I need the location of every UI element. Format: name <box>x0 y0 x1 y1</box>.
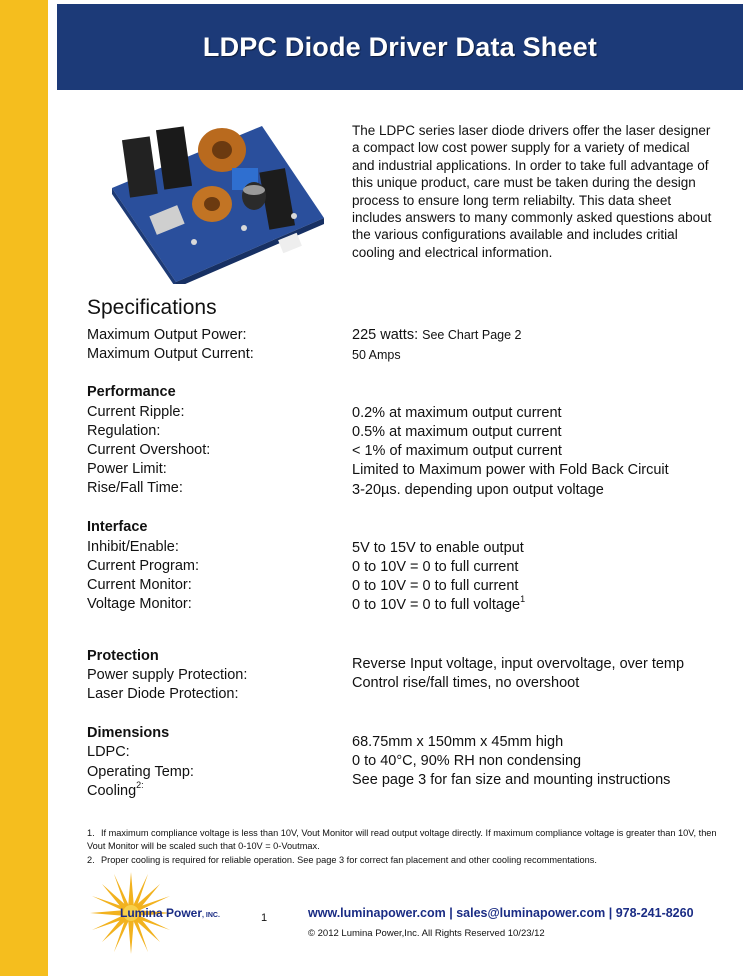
title-banner <box>57 4 743 90</box>
dimensions-value: 0 to 40°C, 90% RH non condensing <box>352 753 582 769</box>
page-number: 1 <box>261 912 268 924</box>
protection-value: Control rise/fall times, no overshoot <box>352 675 580 691</box>
footnote-2: 2. Proper cooling is required for reliable operation. See page 3 for correct fan placement and other cooling recommentations. <box>87 855 597 865</box>
performance-label: Regulation: <box>87 423 161 439</box>
footnote-ref-2: 2: <box>136 780 144 790</box>
specifications-heading: Specifications <box>87 296 217 319</box>
performance-label: Current Overshoot: <box>87 442 211 458</box>
logo-wordmark: Lumina Power, INC. <box>120 906 220 920</box>
interface-value: 0 to 10V = 0 to full current <box>352 559 519 575</box>
performance-value: 3-20µs. depending upon output voltage <box>352 482 604 498</box>
spec-value-max-power: 225 watts: See Chart Page 2 <box>352 327 522 343</box>
performance-value: 0.2% at maximum output current <box>352 405 562 421</box>
interface-label: Inhibit/Enable: <box>87 539 179 555</box>
performance-label: Power Limit: <box>87 461 167 477</box>
spec-note-chart: See Chart Page 2 <box>422 328 522 342</box>
protection-value: Reverse Input voltage, input overvoltage, over temp <box>352 656 685 672</box>
performance-value: Limited to Maximum power with Fold Back Circuit <box>352 462 669 478</box>
interface-value: 0 to 10V = 0 to full voltage$^1$ <box>352 594 526 613</box>
performance-heading: Performance <box>87 384 176 400</box>
interface-label: Current Program: <box>87 558 200 574</box>
interface-value: 5V to 15V to enable output <box>352 540 524 556</box>
dimensions-label: LDPC: <box>87 744 130 760</box>
dimensions-heading: Dimensions <box>87 725 170 741</box>
page-title: LDPC Diode Driver Data Sheet <box>202 31 598 62</box>
interface-value: 0 to 10V = 0 to full current <box>352 578 519 594</box>
product-photo <box>104 118 326 284</box>
performance-value: 0.5% at maximum output current <box>352 424 562 440</box>
footnote-ref-1: 1 <box>520 594 526 604</box>
performance-label: Current Ripple: <box>87 404 185 420</box>
dimensions-label: Cooling$^{2:}$ <box>87 780 144 799</box>
interface-heading: Interface <box>87 519 148 535</box>
dimensions-value: 68.75mm x 150mm x 45mm high <box>352 734 564 750</box>
performance-label: Rise/Fall Time: <box>87 480 183 496</box>
dimensions-value: See page 3 for fan size and mounting instructions <box>352 772 671 788</box>
intro-paragraph: The LDPC series laser diode drivers offer the laser designer a compact low cost power supply for a variety of medical and industrial applications. In order to take full advantage of this unique product, care must be taken during the design process to ensure long term reliabilty. This data sheet includes answers to many commonly asked questions about the various configurations available and includes critial cooling and electrical information. <box>352 123 712 260</box>
interface-label: Current Monitor: <box>87 577 192 593</box>
footnote-1: 1. If maximum compliance voltage is less than 10V, Vout Monitor will read output voltage directly. If maximum compliance voltage is greater than 10V, then Vout Monitor will be scaled such that 0-10V = 0-Voutmax. <box>87 828 717 851</box>
spec-value-max-current: 50 Amps <box>352 348 401 362</box>
protection-label: Power supply Protection: <box>87 667 248 683</box>
contact-line[interactable]: www.luminapower.com | sales@luminapower.com | 978-241-8260 <box>308 906 694 920</box>
copyright-line: © 2012 Lumina Power,Inc. All Rights Reserved 10/23/12 <box>308 928 545 939</box>
interface-label: Voltage Monitor: <box>87 596 192 612</box>
spec-label-max-current: Maximum Output Current: <box>87 346 254 362</box>
protection-heading: Protection <box>87 648 159 664</box>
yellow-sidebar <box>0 0 48 976</box>
performance-value: < 1% of maximum output current <box>352 443 562 459</box>
spec-label-max-power: Maximum Output Power: <box>87 327 247 343</box>
protection-label: Laser Diode Protection: <box>87 686 239 702</box>
lumina-power-logo <box>86 868 246 958</box>
dimensions-label: Operating Temp: <box>87 764 194 780</box>
